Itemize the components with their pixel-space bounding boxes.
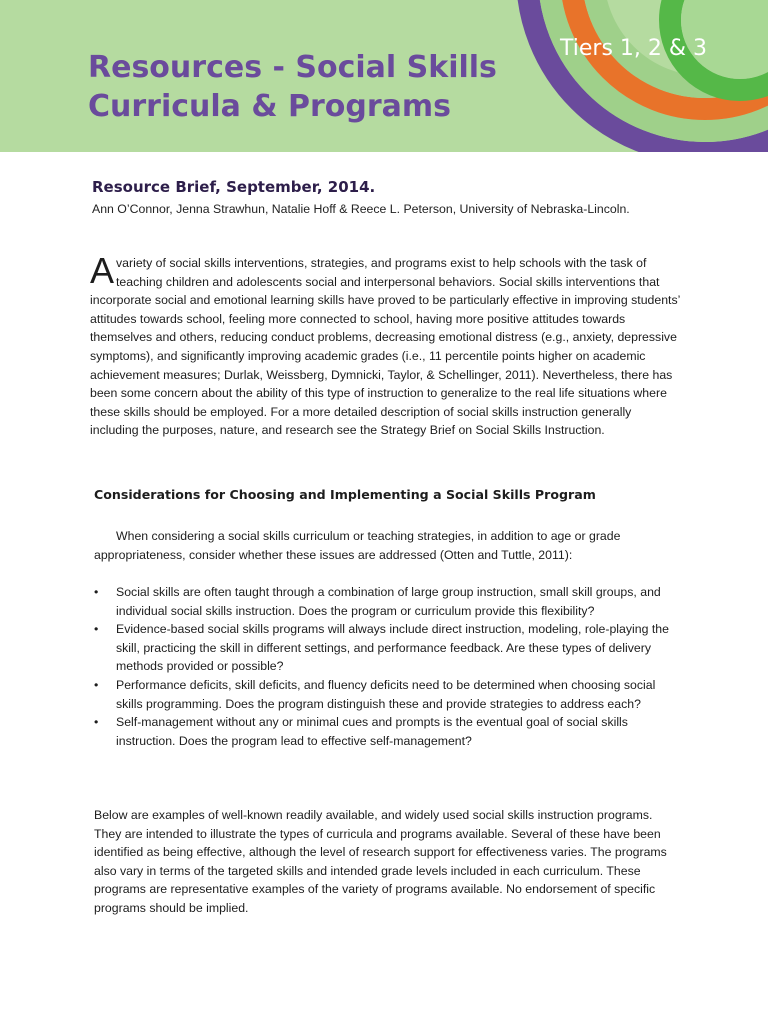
drop-cap: A [90, 250, 115, 291]
page-title [88, 48, 497, 126]
header-banner [0, 0, 768, 152]
section-heading: Considerations for Choosing and Implementing a Social Skills Program [94, 487, 596, 502]
list-item: • Social skills are often taught through a combination of large group instruction, small skill groups, and individual social skills instruction. Does the program or curriculum provide this flexibility? [94, 583, 679, 620]
list-item: • Self-management without any or minimal cues and prompts is the eventual goal of social skills instruction. Does the program lead to effective self-management? [94, 713, 679, 750]
intro-text: variety of social skills interventions, strategies, and programs exist to help schools with the task of teaching children and adolescents social and interpersonal behaviors. Social skills interventions that incorporate social and emotional learning skills have proved to be particularly effective in improving students’ attitudes towards school, feeling more connected to school, having more positive attitudes towards themselves and others, reducing conduct problems, decreasing emotional distress (e.g., anxiety, depressive symptoms), and significantly improving academic grades (i.e., 11 percentile points higher on academic achievement measures; Durlak, Weissberg, Dymnicki, Taylor, & Schellinger, 2011). Nevertheless, there has been some concern about the ability of this type of instruction to generalize to the real life situations where these skills should be employed. For a more detailed description of social skills instruction generally including the purposes, nature, and research see the Strategy Brief on Social Skills Instruction. [90, 256, 680, 438]
title-line-2: Curricula & Programs [88, 89, 451, 124]
considerations-intro: When considering a social skills curriculum or teaching strategies, in addition to age or grade appropriateness, consider whether these issues are addressed (Otten and Tuttle, 2011): [94, 529, 621, 562]
closing-paragraph: Below are examples of well-known readily available, and widely used social skills instruction programs. They are intended to illustrate the types of curricula and programs available. Several of these have been identified as being effective, although the level of research support for effectiveness varies. The programs also vary in terms of the targeted skills and intended grade levels included in each curriculum. These programs are representative examples of the variety of programs available. No endorsement of specific programs should be implied. [94, 808, 667, 915]
list-item: • Evidence-based social skills programs will always include direct instruction, modeling, role-playing the skill, practicing the skill in different settings, and performance feedback. Are these types of delivery methods provided or possible? [94, 620, 679, 676]
brief-title: Resource Brief, September, 2014. [92, 178, 376, 196]
considerations-list [94, 583, 679, 750]
authors-line: Ann O’Connor, Jenna Strawhun, Natalie Hoff & Reece L. Peterson, University of Nebraska-Lincoln. [92, 202, 630, 216]
tiers-label: Tiers 1, 2 & 3 [560, 36, 708, 61]
title-line-1: Resources - Social Skills [88, 50, 497, 85]
list-item: • Performance deficits, skill deficits, and fluency deficits need to be determined when choosing social skills programming. Does the program distinguish these and provide strategies to address each? [94, 676, 679, 713]
intro-paragraph [90, 250, 680, 440]
